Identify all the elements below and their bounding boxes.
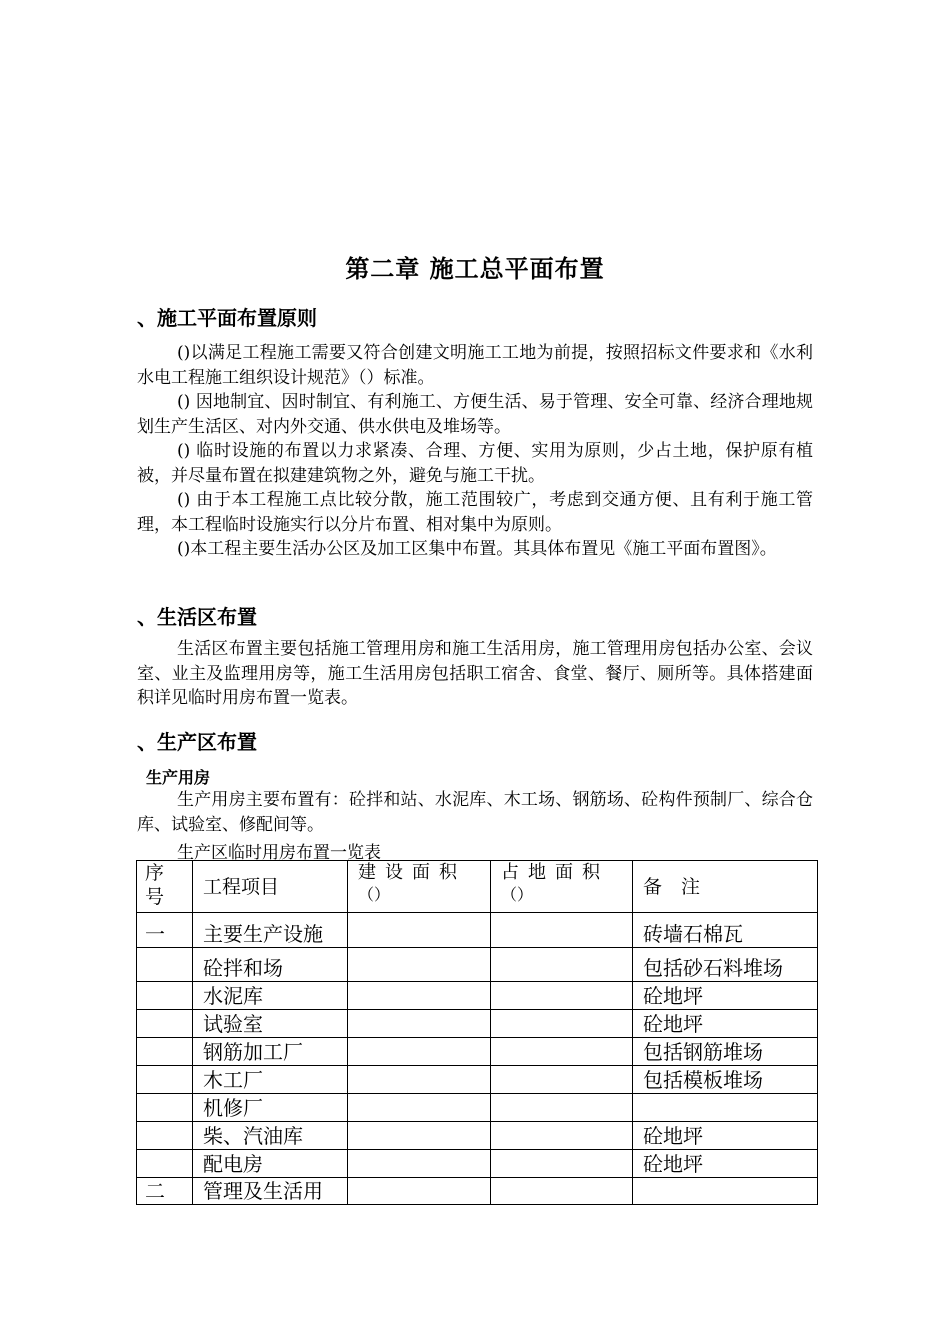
header-index bbox=[137, 861, 193, 913]
cell-index bbox=[137, 1150, 193, 1178]
paragraph: ()以满足工程施工需要又符合创建文明施工工地为前提，按照招标文件要求和《水利水电工程施工组织设计规范》（）标准。 bbox=[137, 343, 813, 388]
cell-land-area bbox=[491, 1122, 633, 1150]
cell-land-area bbox=[491, 1066, 633, 1094]
cell-item: 砼拌和场 bbox=[193, 948, 348, 982]
section-heading-production-area: 、生产区布置 bbox=[137, 730, 257, 754]
table-row bbox=[137, 982, 818, 1010]
cell-remark bbox=[633, 1178, 818, 1205]
cell-item: 管理及生活用 bbox=[193, 1178, 348, 1205]
cell-index bbox=[137, 982, 193, 1010]
cell-land-area bbox=[491, 1010, 633, 1038]
cell-build-area bbox=[348, 1038, 491, 1066]
cell-index bbox=[137, 1010, 193, 1038]
header-item: 工程项目 bbox=[193, 861, 348, 913]
cell-remark: 包括砂石料堆场 bbox=[633, 948, 818, 982]
cell-remark: 砼地坪 bbox=[633, 1010, 818, 1038]
cell-index bbox=[137, 1038, 193, 1066]
facilities-table bbox=[136, 860, 818, 1205]
cell-index bbox=[137, 1122, 193, 1150]
paragraph: () 由于本工程施工点比较分散，施工范围较广，考虑到交通方便、且有利于施工管理，本工程临时设施实行以分片布置、相对集中为原则。 bbox=[137, 490, 813, 535]
cell-remark bbox=[633, 1094, 818, 1122]
cell-land-area bbox=[491, 982, 633, 1010]
cell-land-area bbox=[491, 1150, 633, 1178]
table-row bbox=[137, 1038, 818, 1066]
section-heading-living-area: 、生活区布置 bbox=[137, 605, 257, 629]
cell-remark: 砼地坪 bbox=[633, 1122, 818, 1150]
cell-build-area bbox=[348, 1066, 491, 1094]
paragraph: () 因地制宜、因时制宜、有利施工、方便生活、易于管理、安全可靠、经济合理地规划生产生活区、对内外交通、供水供电及堆场等。 bbox=[137, 392, 813, 437]
table-row bbox=[137, 913, 818, 948]
cell-item: 主要生产设施 bbox=[193, 913, 348, 948]
header-build-area bbox=[348, 861, 491, 913]
cell-build-area bbox=[348, 1094, 491, 1122]
cell-build-area bbox=[348, 1122, 491, 1150]
header-remark: 备 注 bbox=[633, 861, 818, 913]
table-row bbox=[137, 1178, 818, 1205]
table-row bbox=[137, 1066, 818, 1094]
cell-item: 试验室 bbox=[193, 1010, 348, 1038]
table-caption: 生产区临时用房布置一览表 bbox=[177, 843, 381, 863]
paragraph: 生产用房主要布置有：砼拌和站、水泥库、木工场、钢筋场、砼构件预制厂、综合仓库、试验室、修配间等。 bbox=[137, 790, 813, 835]
table-body bbox=[137, 913, 818, 1205]
cell-item: 钢筋加工厂 bbox=[193, 1038, 348, 1066]
cell-remark: 砼地坪 bbox=[633, 982, 818, 1010]
cell-index: 一 bbox=[137, 913, 193, 948]
cell-remark: 砼地坪 bbox=[633, 1150, 818, 1178]
chapter-title: 第二章 施工总平面布置 bbox=[345, 255, 605, 283]
cell-item: 机修厂 bbox=[193, 1094, 348, 1122]
subheading-production-buildings: 生产用房 bbox=[146, 768, 211, 787]
cell-land-area bbox=[491, 948, 633, 982]
header-build-area-unit: （） bbox=[358, 885, 391, 904]
cell-build-area bbox=[348, 948, 491, 982]
header-land-area bbox=[491, 861, 633, 913]
header-build-area-label: 建设面积 bbox=[358, 862, 466, 883]
header-land-area-unit: （） bbox=[501, 885, 534, 904]
cell-remark: 包括钢筋堆场 bbox=[633, 1038, 818, 1066]
table-header-row bbox=[137, 861, 818, 913]
cell-item: 柴、汽油库 bbox=[193, 1122, 348, 1150]
header-land-area-label: 占地面积 bbox=[501, 862, 609, 883]
cell-index bbox=[137, 1066, 193, 1094]
cell-item: 配电房 bbox=[193, 1150, 348, 1178]
cell-remark: 砖墙石棉瓦 bbox=[633, 913, 818, 948]
cell-land-area bbox=[491, 1038, 633, 1066]
cell-index bbox=[137, 948, 193, 982]
paragraph: 生活区布置主要包括施工管理用房和施工生活用房，施工管理用房包括办公室、会议室、业主及监理用房等，施工生活用房包括职工宿舍、食堂、餐厅、厕所等。具体搭建面积详见临时用房布置一览表。 bbox=[137, 639, 813, 708]
header-index-label: 序号 bbox=[145, 862, 165, 908]
cell-land-area bbox=[491, 1178, 633, 1205]
table-row bbox=[137, 1122, 818, 1150]
cell-build-area bbox=[348, 913, 491, 948]
cell-item: 水泥库 bbox=[193, 982, 348, 1010]
table-row bbox=[137, 1150, 818, 1178]
table-row bbox=[137, 948, 818, 982]
cell-remark: 包括模板堆场 bbox=[633, 1066, 818, 1094]
cell-land-area bbox=[491, 913, 633, 948]
cell-index: 二 bbox=[137, 1178, 193, 1205]
cell-build-area bbox=[348, 1178, 491, 1205]
cell-build-area bbox=[348, 982, 491, 1010]
cell-build-area bbox=[348, 1010, 491, 1038]
cell-index bbox=[137, 1094, 193, 1122]
paragraph: () 临时设施的布置以力求紧凑、合理、方便、实用为原则，少占土地，保护原有植被，并尽量布置在拟建建筑物之外，避免与施工干扰。 bbox=[137, 441, 813, 486]
table-row bbox=[137, 1010, 818, 1038]
cell-land-area bbox=[491, 1094, 633, 1122]
table-row bbox=[137, 1094, 818, 1122]
cell-item: 木工厂 bbox=[193, 1066, 348, 1094]
section-heading-layout-principles: 、施工平面布置原则 bbox=[137, 306, 317, 330]
cell-build-area bbox=[348, 1150, 491, 1178]
paragraph: ()本工程主要生活办公区及加工区集中布置。其具体布置见《施工平面布置图》。 bbox=[177, 539, 777, 559]
